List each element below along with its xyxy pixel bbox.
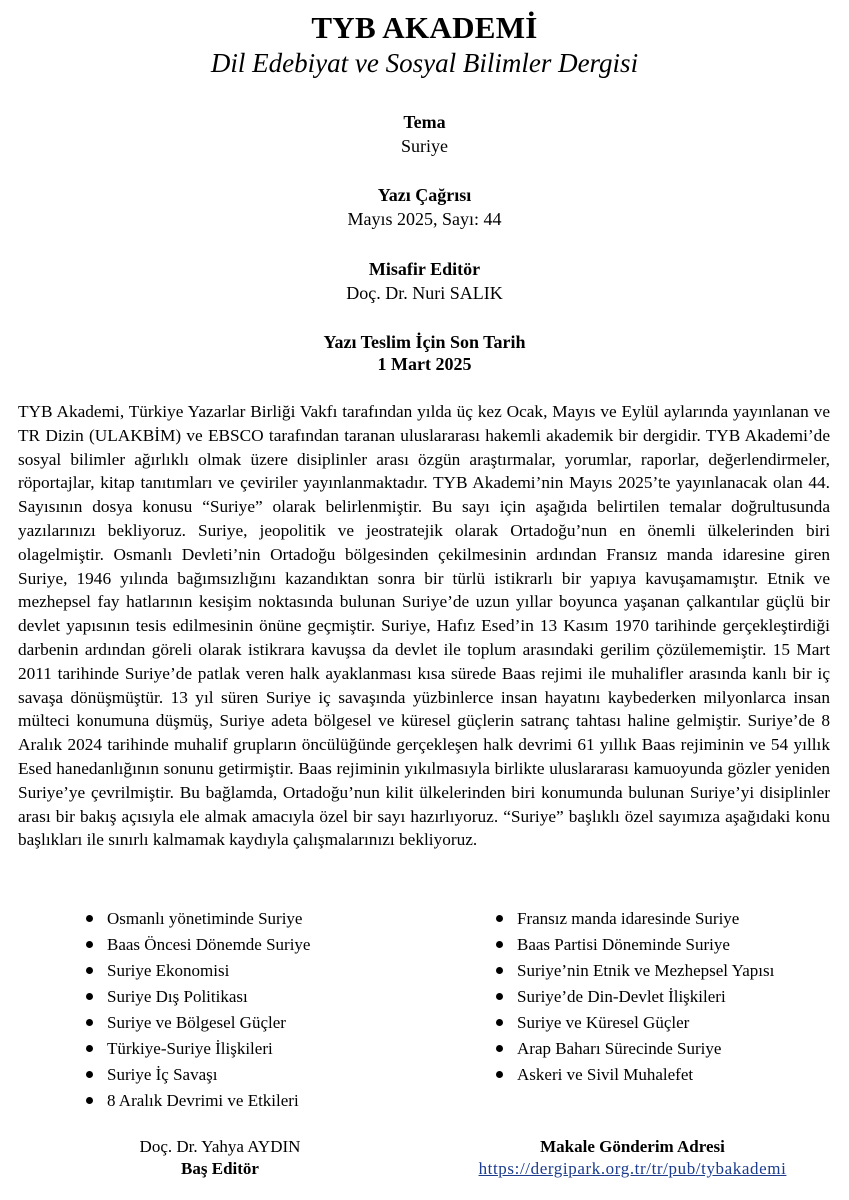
topic-item: Suriye Dış Politikası	[86, 984, 310, 1010]
topic-list-right	[496, 906, 774, 1088]
bullet-icon	[496, 1019, 503, 1026]
bullet-icon	[86, 1045, 93, 1052]
bullet-icon	[496, 1071, 503, 1078]
deadline-label: Yazı Teslim İçin Son Tarih	[323, 332, 526, 352]
bullet-icon	[86, 1097, 93, 1104]
topic-item: Suriye ve Küresel Güçler	[496, 1010, 774, 1036]
topic-item: Fransız manda idaresinde Suriye	[496, 906, 774, 932]
topic-item: Suriye’nin Etnik ve Mezhepsel Yapısı	[496, 958, 774, 984]
theme-value: Suriye	[401, 136, 448, 156]
chief-editor-signature	[100, 1136, 340, 1180]
topic-item: Arap Baharı Sürecinde Suriye	[496, 1036, 774, 1062]
journal-subtitle: Dil Edebiyat ve Sosyal Bilimler Dergisi	[210, 48, 639, 78]
bullet-icon	[86, 967, 93, 974]
bullet-icon	[86, 1019, 93, 1026]
bullet-icon	[86, 915, 93, 922]
bullet-icon	[496, 1045, 503, 1052]
bullet-icon	[86, 941, 93, 948]
topic-item: 8 Aralık Devrimi ve Etkileri	[86, 1088, 310, 1114]
topic-item: Osmanlı yönetiminde Suriye	[86, 906, 310, 932]
deadline-date: 1 Mart 2025	[377, 354, 472, 374]
topic-item: Suriye’de Din-Devlet İlişkileri	[496, 984, 774, 1010]
bullet-icon	[496, 941, 503, 948]
submission-label: Makale Gönderim Adresi	[540, 1137, 725, 1156]
submission-link[interactable]: https://dergipark.org.tr/tr/pub/tybakademi	[478, 1159, 787, 1178]
topic-item: Türkiye-Suriye İlişkileri	[86, 1036, 310, 1062]
submission-block	[420, 1136, 845, 1180]
topic-item: Suriye İç Savaşı	[86, 1062, 310, 1088]
theme-label: Tema	[403, 112, 446, 132]
chief-editor-role: Baş Editör	[181, 1159, 259, 1178]
theme-block	[0, 112, 849, 157]
chief-editor-name: Doç. Dr. Yahya AYDIN	[139, 1137, 301, 1156]
deadline-block	[0, 332, 849, 375]
bullet-icon	[496, 967, 503, 974]
journal-title: TYB AKADEMİ	[311, 10, 538, 45]
guest-editor-name: Doç. Dr. Nuri SALIK	[346, 283, 503, 303]
bullet-icon	[86, 993, 93, 1000]
call-block	[0, 185, 849, 230]
bullet-icon	[496, 915, 503, 922]
bullet-icon	[86, 1071, 93, 1078]
topic-item: Suriye Ekonomisi	[86, 958, 310, 984]
bullet-icon	[496, 993, 503, 1000]
body-paragraph: TYB Akademi, Türkiye Yazarlar Birliği Vakfı tarafından yılda üç kez Ocak, Mayıs ve Eylül aylarında yayınlanan ve TR Dizin (ULAKBİM) ve EBSCO tarafından taranan uluslararası hakemli akademik bir dergidir. TYB Akademi’de sosyal bilimler ağırlıklı olmak üzere disiplinler arası özgün araştırmalar, yorumlar, raporlar, değerlendirmeler, röportajlar, kitap tanıtımları ve çeviriler yayınlanmaktadır. TYB Akademi’nin Mayıs 2025’te yayınlanacak olan 44. Sayısının dosya konusu “Suriye” olarak belirlenmiştir. Bu sayı için aşağıda belirtilen temalar doğrultusunda yazılarınızı bekliyoruz. Suriye, jeopolitik ve jeostratejik olarak Ortadoğu’nun en önemli ülkelerinden biri olagelmiştir. Osmanlı Devleti’nin Ortadoğu bölgesinden çekilmesinin ardından Fransız manda idaresine giren Suriye, 1946 yılında bağımsızlığını kazandıktan sonra bir türlü istikrarlı bir yapıya kavuşamamıştır. Etnik ve mezhepsel fay hatlarının kesişim noktasında bulunan Suriye’de uzun yıllar boyunca yaşanan çalkantılar güçlü bir devlet yapısının tesis edilmesinin önüne geçmiştir. Suriye, Hafız Esed’in 13 Kasım 1970 tarihinde gerçekleştirdiği darbenin ardından göreli olarak istikrara kavuşsa da devlet ile toplum arasındaki gerilim çözülememiştir. 15 Mart 2011 tarihinde Suriye’de patlak veren halk ayaklanması kısa sürede Baas rejimi ile muhalifler arasında kanlı bir iç savaşa dönüşmüştür. 13 yıl süren Suriye iç savaşında yüzbinlerce insan hayatını kaybederken milyonlarca insan mülteci konumuna düşmüş, Suriye adeta bölgesel ve küresel güçlerin satranç tahtası haline gelmiştir. Suriye’de 8 Aralık 2024 tarihinde muhalif grupların öncülüğünde gerçekleşen halk devrimi 61 yıllık Baas rejiminin ve 54 yıllık Esed hanedanlığının sonunu getirmiştir. Baas rejiminin yıkılmasıyla birlikte uluslararası kamuoyunda gözler yeniden Suriye’ye çevrilmiştir. Bu bağlamda, Ortadoğu’nun kilit ülkelerinden biri konumunda bulunan Suriye’yi disiplinler arası bir bakış açısıyla ele almak amacıyla özel bir sayı hazırlıyoruz. “Suriye” başlıklı özel sayımıza aşağıdaki konu başlıkları ile sınırlı kalmamak kaydıyla çalışmalarınızı bekliyoruz.	[18, 402, 830, 850]
guest-editor-block	[0, 259, 849, 304]
topic-item: Askeri ve Sivil Muhalefet	[496, 1062, 774, 1088]
topic-item: Baas Öncesi Dönemde Suriye	[86, 932, 310, 958]
topic-list-left	[86, 906, 310, 1114]
call-label: Yazı Çağrısı	[377, 185, 472, 205]
guest-editor-label: Misafir Editör	[368, 259, 481, 279]
topic-item: Suriye ve Bölgesel Güçler	[86, 1010, 310, 1036]
call-value: Mayıs 2025, Sayı: 44	[347, 209, 502, 229]
topic-item: Baas Partisi Döneminde Suriye	[496, 932, 774, 958]
